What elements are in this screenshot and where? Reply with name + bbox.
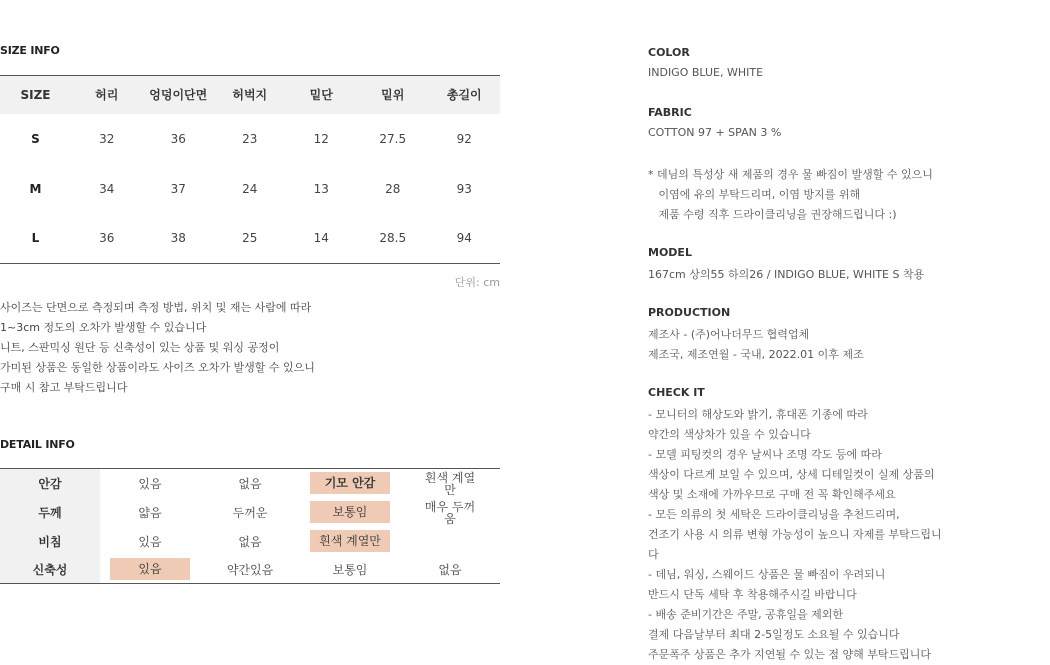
check-line: - 모니터의 해상도와 밝기, 휴대폰 기종에 따라: [648, 408, 868, 421]
detail-row-sheerness: [0, 527, 500, 556]
check-line: - 데님, 워싱, 스웨이드 상품은 물 빠짐이 우려되니: [648, 568, 886, 581]
table-cell: 94: [456, 231, 472, 246]
size-header-cell: 밑위: [357, 76, 429, 114]
note-line: 가미된 상품은 동일한 상품이라도 사이즈 오차가 발생할 수 있으니: [0, 361, 315, 374]
option-text: 매우 두꺼움: [424, 499, 476, 526]
model-line: 167cm 상의55 하의26 / INDIGO BLUE, WHITE S 착용: [648, 268, 925, 281]
check-line: 주문폭주 상품은 추가 지연될 수 있는 점 양해 부탁드립니다: [648, 648, 931, 661]
size-table: [0, 75, 500, 264]
detail-label: 비침: [0, 527, 100, 556]
note-line: 구매 시 참고 부탁드립니다: [0, 381, 128, 394]
check-line: - 모든 의류의 첫 세탁은 드라이클리닝을 추천드리며,: [648, 508, 900, 521]
detail-option: 두꺼운: [232, 505, 268, 520]
size-header-cell: 허벅지: [214, 76, 286, 114]
detail-row-lining: [0, 469, 500, 498]
fabric-line: * 데님의 특성상 새 제품의 경우 물 빠짐이 발생할 수 있으니: [648, 168, 933, 181]
size-header-cell: SIZE: [0, 76, 71, 114]
check-line: - 모델 피팅컷의 경우 날씨나 조명 각도 등에 따라: [648, 448, 882, 461]
note-line: 1~3cm 정도의 오차가 발생할 수 있습니다: [0, 321, 207, 334]
size-header-cell: 허리: [71, 76, 143, 114]
table-cell: 92: [456, 131, 472, 146]
table-cell: 34: [99, 181, 115, 196]
table-cell: 27.5: [379, 131, 407, 146]
table-cell: 23: [242, 131, 258, 146]
table-cell: 14: [313, 231, 329, 246]
detail-option: [400, 469, 500, 498]
option-text: 흰색 계열만: [424, 471, 476, 497]
table-cell: 93: [456, 181, 472, 196]
check-line: 색상이 다르게 보일 수 있으며, 상세 디테일컷이 실제 상품의: [648, 468, 935, 481]
selected-highlight: 흰색 계열만: [310, 530, 390, 552]
size-header-cell: 총길이: [429, 76, 501, 114]
size-header-cell: 밑단: [286, 76, 358, 114]
color-value: INDIGO BLUE, WHITE: [648, 66, 764, 79]
note-line: 사이즈는 단면으로 측정되며 측정 방법, 위치 및 재는 사람에 따라: [0, 301, 312, 314]
size-header-cell: 엉덩이단면: [143, 76, 215, 114]
fabric-line: COTTON 97 + SPAN 3 %: [648, 126, 782, 139]
detail-option: [400, 498, 500, 527]
check-line: 결제 다음날부터 최대 2-5일정도 소요될 수 있습니다: [648, 628, 900, 641]
detail-label: 안감: [0, 469, 100, 498]
detail-option-selected: [300, 469, 400, 498]
table-row: [0, 164, 500, 214]
detail-option: [400, 527, 500, 556]
check-line: 다: [648, 548, 659, 561]
model-heading: MODEL: [648, 246, 692, 259]
detail-label: 두께: [0, 498, 100, 527]
detail-label: 신축성: [0, 556, 100, 584]
color-heading: COLOR: [648, 46, 690, 59]
detail-option-selected: [300, 527, 400, 556]
detail-option: 약간있음: [226, 562, 274, 577]
table-cell: 36: [170, 131, 186, 146]
table-cell: 38: [170, 231, 186, 246]
table-cell: 37: [170, 181, 186, 196]
table-cell: 32: [99, 131, 115, 146]
detail-option: 보통임: [332, 562, 368, 577]
detail-option-selected: [100, 556, 200, 584]
check-line: 약간의 색상차가 있을 수 있습니다: [648, 428, 811, 441]
size-notes: [0, 298, 315, 398]
detail-option-selected: [300, 498, 400, 527]
table-cell: 36: [99, 231, 115, 246]
size-info-title: SIZE INFO: [0, 44, 60, 57]
fabric-line: 제품 수령 직후 드라이클리닝을 권장해드립니다 :): [648, 208, 897, 221]
check-line: 색상 및 소재에 가까우므로 구매 전 꼭 확인해주세요: [648, 488, 896, 501]
table-cell: 13: [313, 181, 329, 196]
table-cell: 25: [242, 231, 258, 246]
table-row: [0, 214, 500, 264]
note-line: 니트, 스판믹싱 원단 등 신축성이 있는 상품 및 워싱 공정이: [0, 341, 280, 354]
table-cell: 24: [242, 181, 258, 196]
selected-highlight: 있음: [110, 558, 190, 580]
check-line: 건조기 사용 시 의류 변형 가능성이 높으니 자제를 부탁드립니: [648, 528, 942, 541]
selected-highlight: 보통임: [310, 501, 390, 523]
production-line: 제조사 - (주)어나더무드 협력업체: [648, 328, 810, 341]
detail-option: 없음: [238, 476, 262, 491]
production-line: 제조국, 제조연월 - 국내, 2022.01 이후 제조: [648, 348, 864, 361]
size-cell: L: [31, 231, 40, 246]
production-heading: PRODUCTION: [648, 306, 731, 319]
size-cell: S: [31, 131, 40, 146]
selected-highlight: 기모 안감: [310, 472, 390, 494]
detail-option: 있음: [138, 476, 162, 491]
fabric-line: 이염에 유의 부탁드리며, 이염 방지를 위해: [648, 188, 861, 201]
detail-info-title: DETAIL INFO: [0, 438, 75, 451]
check-line: - 배송 준비기간은 주말, 공휴일을 제외한: [648, 608, 843, 621]
size-cell: M: [29, 181, 42, 196]
detail-table: [0, 468, 500, 584]
size-table-header-row: [0, 76, 500, 114]
detail-option: 얇음: [138, 505, 162, 520]
detail-option: 있음: [138, 534, 162, 549]
fabric-heading: FABRIC: [648, 106, 692, 119]
detail-option: 없음: [438, 562, 462, 577]
detail-option: 없음: [238, 534, 262, 549]
check-it-heading: CHECK IT: [648, 386, 705, 399]
check-line: 반드시 단독 세탁 후 착용해주시길 바랍니다: [648, 588, 857, 601]
table-cell: 12: [313, 131, 329, 146]
detail-row-thickness: [0, 498, 500, 527]
table-cell: 28.5: [379, 231, 407, 246]
table-row: [0, 114, 500, 164]
unit-label: 단위: cm: [454, 276, 500, 289]
table-cell: 28: [385, 181, 401, 196]
detail-row-stretch: [0, 556, 500, 584]
